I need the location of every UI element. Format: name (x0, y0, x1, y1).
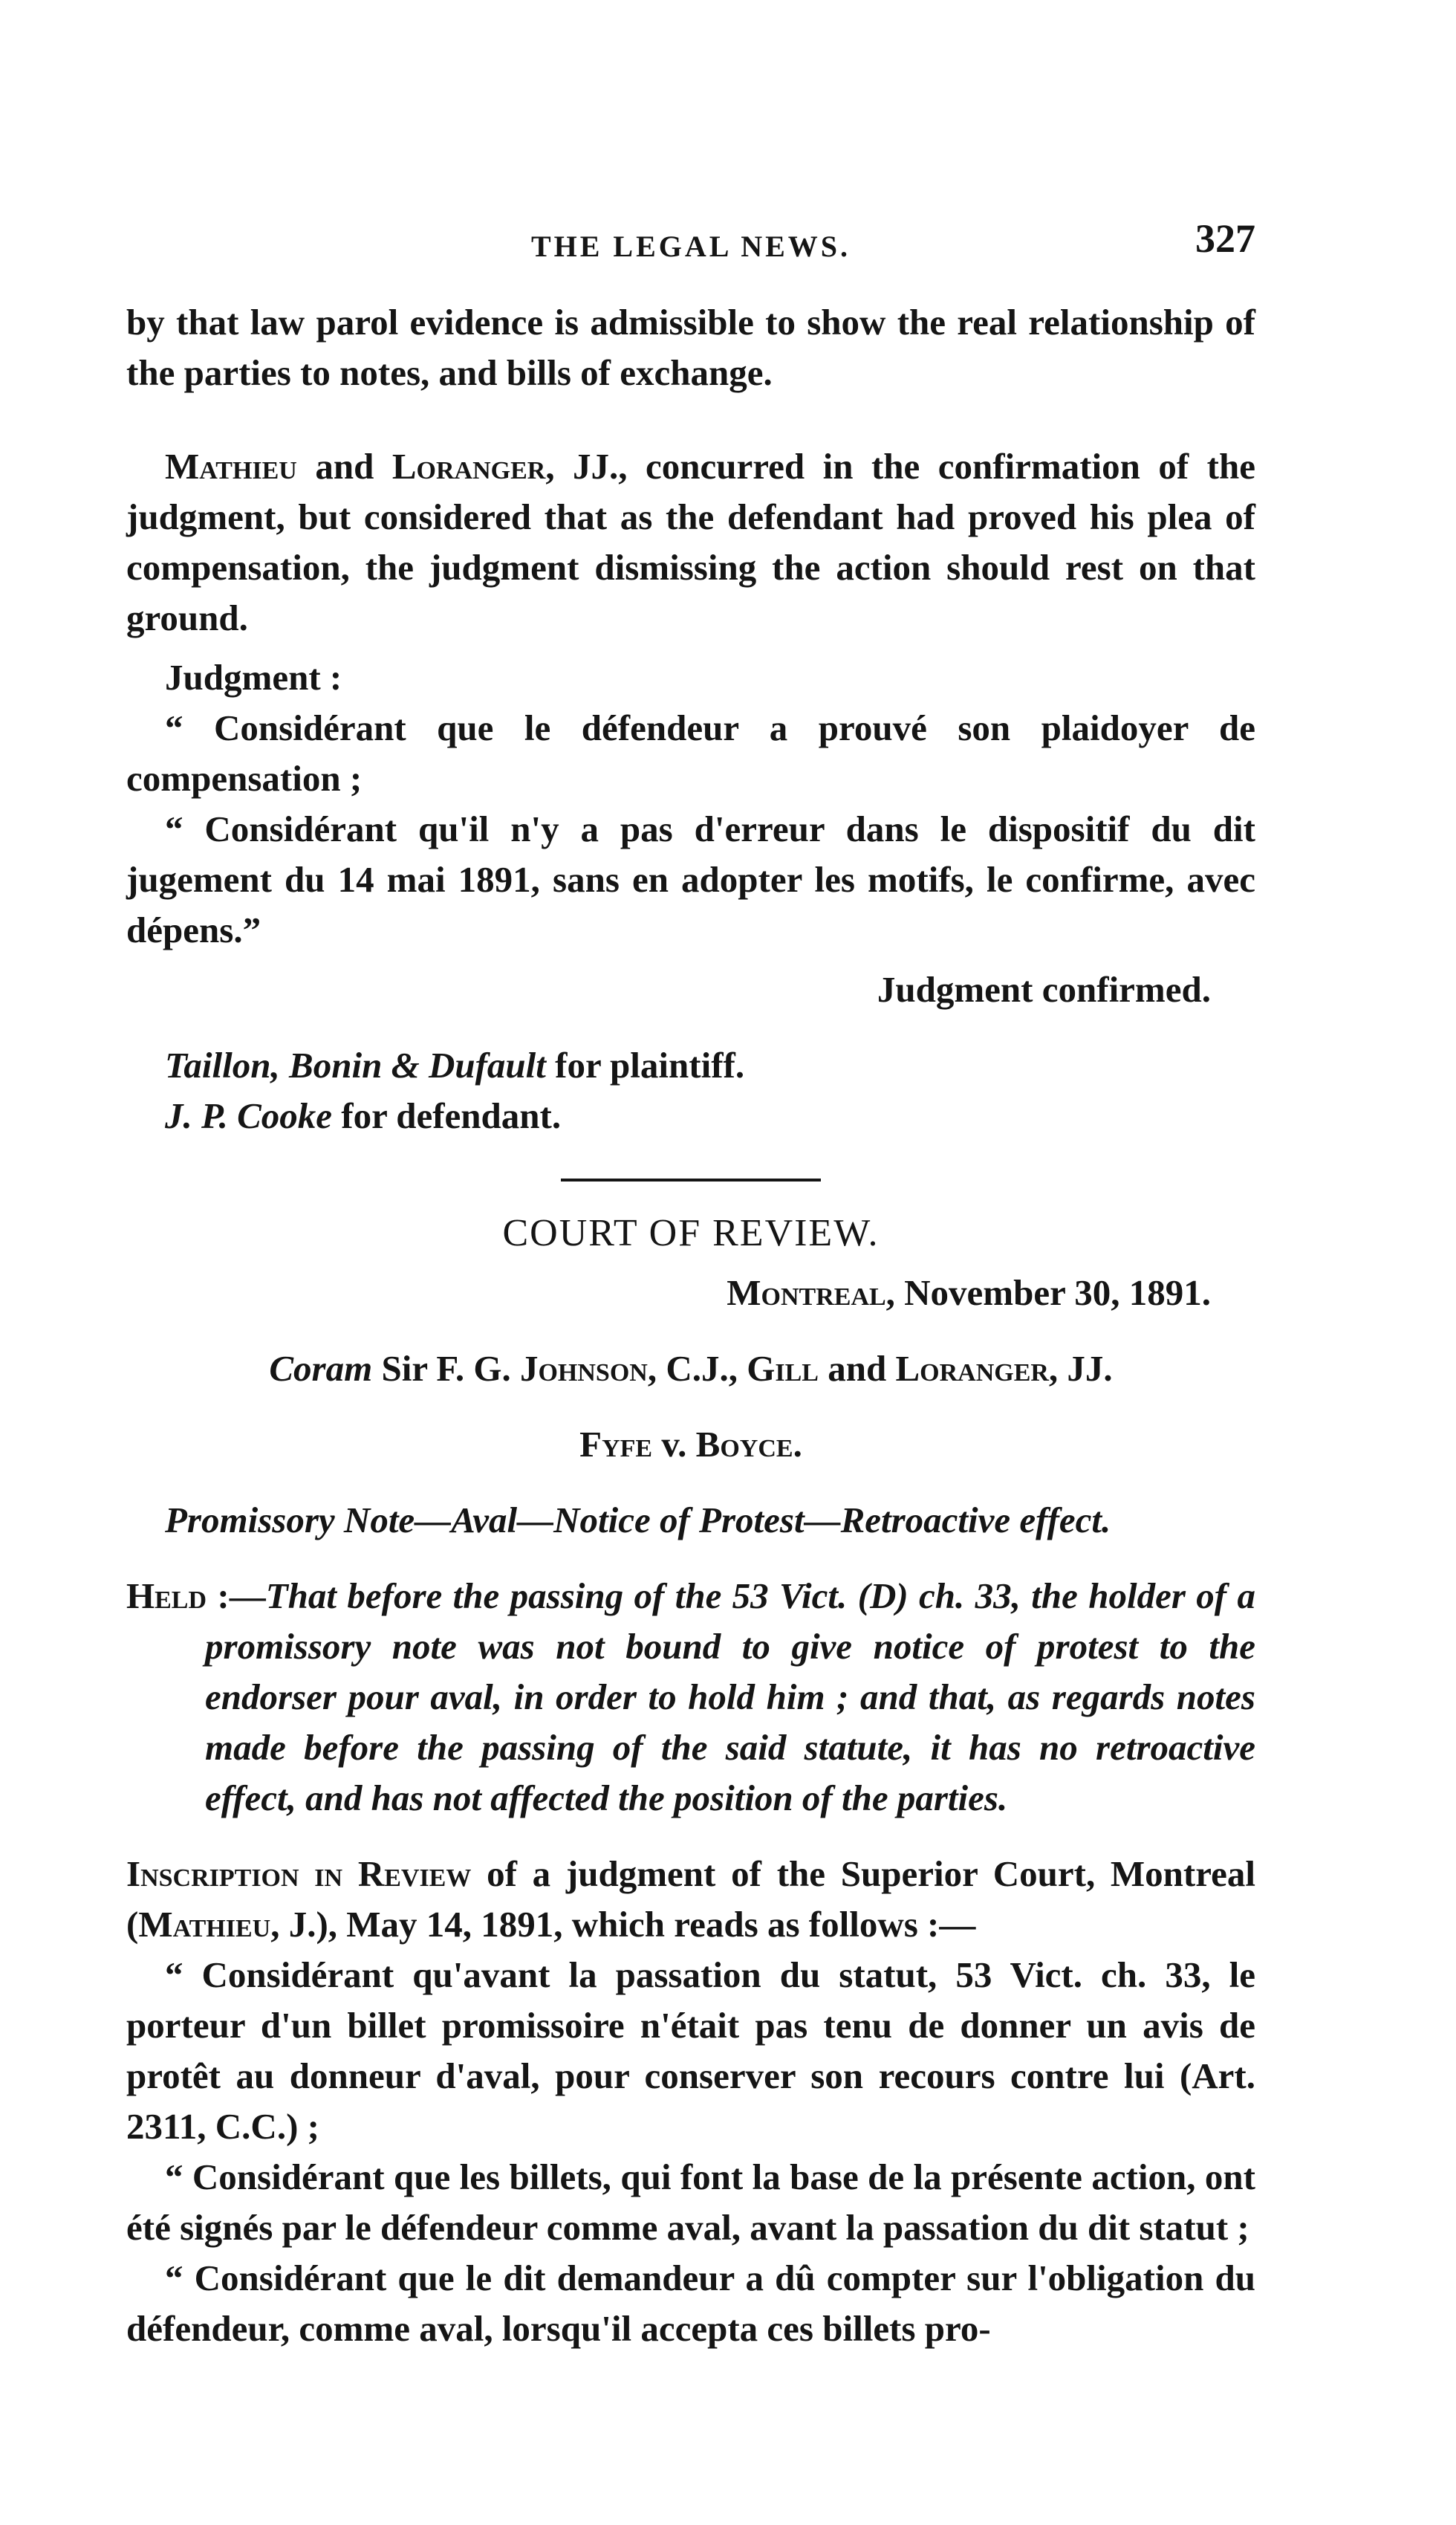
text-fragment: v. (652, 1424, 696, 1465)
held-label: Held (126, 1575, 207, 1616)
document-page (126, 0, 1255, 2525)
case-title (126, 1419, 1255, 1470)
judgment-label: Judgment : (165, 657, 342, 698)
counsel-role: for defendant. (332, 1095, 562, 1136)
text-fragment: , C.J., (647, 1348, 747, 1389)
held-text: That before the passing of the 53 Vict. (D) ch. 33, the holder of a promissory note was not bound to give notice of protest to the endorser pour aval, in order to hold him ; and that, as regards notes made before the passing of the said statute, it has no retroactive effect, and has not affected the position of the parties. (205, 1575, 1255, 1818)
judge-name: Mathieu (138, 1904, 271, 1945)
party-name: Fyfe (579, 1424, 653, 1465)
judge-name: Johnson (519, 1348, 648, 1389)
court-title: COURT OF REVIEW. (502, 1212, 880, 1254)
considerant-quote: “ Considérant que le défendeur a prouvé son plaidoyer de compensation ; (126, 707, 1255, 799)
running-title: THE LEGAL NEWS. (530, 230, 851, 263)
counsel-defendant (126, 1091, 1255, 1141)
considerant-quote: “ Considérant qu'il n'y a pas d'erreur dans le dispositif du dit jugement du 14 mai 1891, sans en adopter les motifs, le confirme, avec dépens.” (126, 808, 1255, 950)
considerant-quote: “ Considérant que les billets, qui font la base de la présente action, ont été signés par le défendeur comme aval, avant la passation du dit statut ; (126, 2156, 1255, 2248)
considerant-quote: “ Considérant que le dit demandeur a dû compter sur l'obligation du défendeur, comme aval, lorsqu'il accepta ces billets pro- (126, 2257, 1255, 2349)
counsel-role: for plaintiff. (545, 1045, 745, 1086)
text-fragment: , J.), May 14, 1891, which reads as follows :— (270, 1904, 976, 1945)
judgment-result: Judgment confirmed. (877, 969, 1211, 1010)
text-fragment: , JJ., concurred in the confirmation of the judgment, but considered that as the defendant had proved his plea of compensation, the judgment dismissing the action should rest on that ground. (126, 446, 1256, 638)
party-name: Boyce. (695, 1424, 802, 1465)
inscription-paragraph (126, 1849, 1255, 1950)
case-subject: Promissory Note—Aval—Notice of Protest—Retroactive effect. (165, 1500, 1111, 1540)
counsel-plaintiff (126, 1040, 1255, 1091)
counsel-name: J. P. Cooke (165, 1095, 333, 1136)
text-fragment: of a judgment of the Superior Court, Montreal ( (126, 1853, 1255, 1945)
text-fragment: , JJ. (1048, 1348, 1113, 1389)
held-paragraph (126, 1571, 1255, 1824)
counsel-name: Taillon, Bonin & Dufault (165, 1045, 546, 1086)
running-head (126, 215, 1255, 275)
date: , November 30, 1891. (885, 1272, 1211, 1313)
document-body (126, 297, 1255, 2354)
paragraph-continuation: by that law parol evidence is admissible to show the real relationship of the parties to notes, and bills of exchange. (126, 302, 1255, 393)
text-fragment: and (296, 446, 392, 487)
paragraph-concurrence (126, 441, 1255, 644)
coram-line (126, 1343, 1255, 1394)
judge-name: Loranger (895, 1348, 1049, 1389)
judge-name: Gill (747, 1348, 819, 1389)
judge-name: Mathieu (165, 446, 297, 487)
judge-name: Loranger (391, 446, 546, 487)
considerant-quote: “ Considérant qu'avant la passation du statut, 53 Vict. ch. 33, le porteur d'un billet promissoire n'était pas tenu de donner un avis de protêt au donneur d'aval, pour conserver son recours contre lui (Art. 2311, C.C.) ; (126, 1954, 1255, 2147)
text-fragment: and (818, 1348, 896, 1389)
held-separator: :— (207, 1575, 266, 1616)
text-fragment: Sir F. G. (372, 1348, 520, 1389)
section-divider (561, 1179, 821, 1182)
place: Montreal (727, 1272, 886, 1313)
place-date (126, 1268, 1255, 1318)
page-number: 327 (1195, 216, 1255, 261)
inscription-label: Inscription in Review (126, 1853, 472, 1894)
coram-label: Coram (269, 1348, 373, 1389)
